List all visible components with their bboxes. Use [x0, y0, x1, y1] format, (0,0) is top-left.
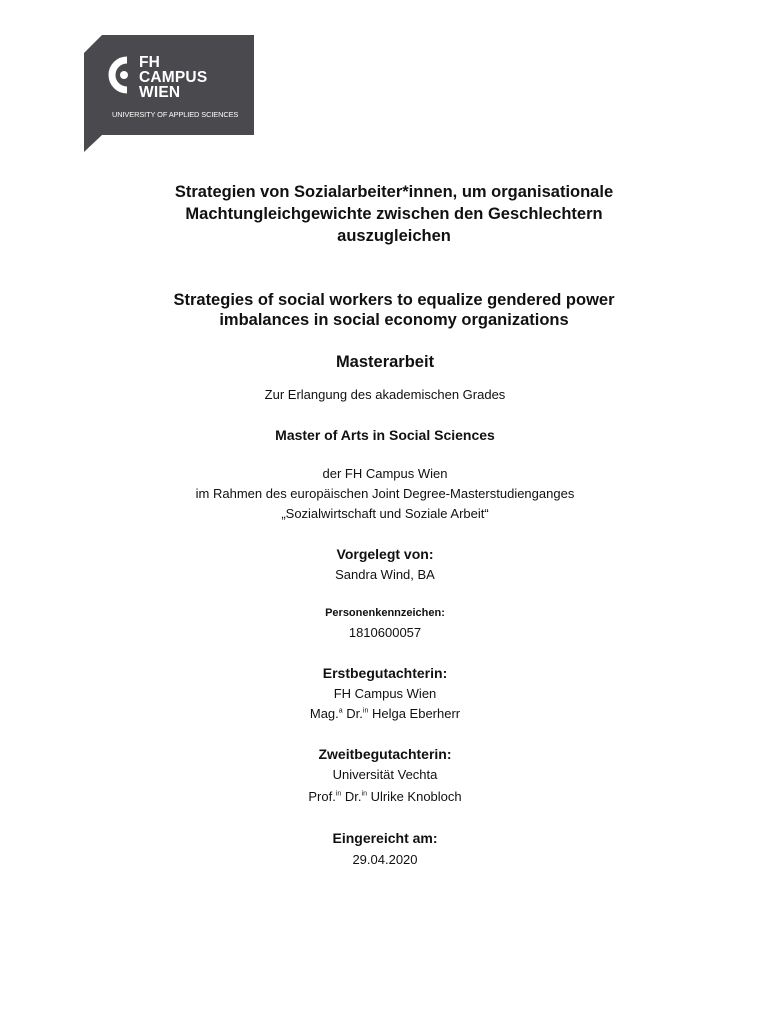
second-reviewer-label: Zweitbegutachterin:: [318, 746, 452, 762]
personal-id-label: Personenkennzeichen:: [325, 607, 445, 619]
second-reviewer-institution: Universität Vechta: [332, 767, 438, 782]
first-reviewer-title-1: Mag.: [309, 706, 339, 721]
title-german-line-1: Strategien von Sozialarbeiter*innen, um organisationale: [174, 183, 614, 201]
first-reviewer-title-2-sup: in: [362, 707, 369, 715]
institution: [0, 464, 770, 524]
first-reviewer-title-1-sup: a: [338, 707, 343, 715]
degree-intro: Zur Erlangung des akademischen Grades: [264, 387, 506, 402]
logo-line-wien: WIEN: [139, 84, 181, 101]
first-reviewer-institution: FH Campus Wien: [333, 686, 437, 701]
institution-line-2: im Rahmen des europäischen Joint Degree-Masterstudienganges: [195, 486, 575, 501]
title-german-line-3: auszugleichen: [337, 227, 451, 245]
second-reviewer-name: [0, 787, 770, 807]
title-english-line-1: Strategies of social workers to equalize gendered power: [173, 291, 615, 309]
second-reviewer-title-1-sup: in: [335, 790, 342, 798]
second-reviewer-title-2: Dr.: [341, 789, 362, 804]
title-english: [120, 290, 668, 330]
second-reviewer-title-1: Prof.: [308, 789, 336, 804]
author-name: Sandra Wind, BA: [335, 567, 435, 582]
personal-id-value: 1810600057: [348, 625, 422, 640]
fh-campus-wien-logo: [84, 35, 254, 152]
first-reviewer-label: Erstbegutachterin:: [322, 665, 448, 681]
logo-wordmark: [139, 55, 207, 100]
logo-subline: UNIVERSITY OF APPLIED SCIENCES: [112, 110, 239, 119]
title-english-line-2: imbalances in social economy organizations: [219, 311, 569, 329]
first-reviewer-title-2: Dr.: [342, 706, 363, 721]
thesis-type: Masterarbeit: [335, 353, 435, 371]
title-german-line-2: Machtungleichgewichte zwischen den Geschlechtern: [185, 205, 603, 223]
first-reviewer-name: [0, 704, 770, 724]
second-reviewer-title-2-sup: in: [361, 790, 367, 798]
submitted-by-label: Vorgelegt von:: [336, 546, 434, 562]
institution-line-3: „Sozialwirtschaft und Soziale Arbeit“: [281, 506, 489, 521]
submission-date: 29.04.2020: [352, 852, 418, 867]
logo-line-campus: CAMPUS: [139, 69, 208, 86]
title-german: [120, 181, 668, 247]
submitted-on-label: Eingereicht am:: [332, 830, 438, 846]
first-reviewer-person: Helga Eberherr: [368, 706, 461, 721]
degree-name: Master of Arts in Social Sciences: [275, 427, 495, 443]
logo-line-fh: FH: [139, 54, 161, 71]
second-reviewer-person: Ulrike Knobloch: [366, 789, 462, 804]
institution-line-1: der FH Campus Wien: [322, 466, 448, 481]
